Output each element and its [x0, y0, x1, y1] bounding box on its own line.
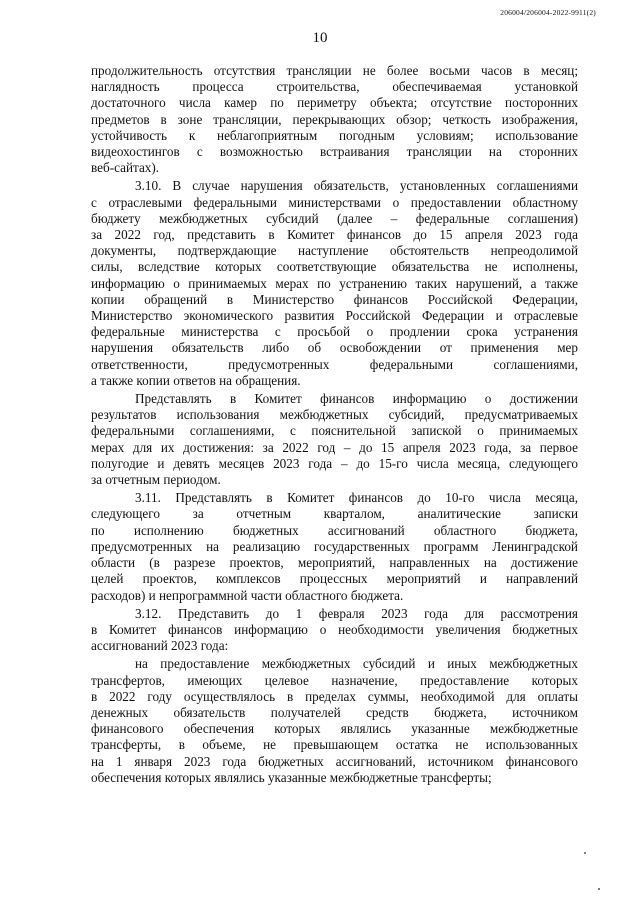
text-line: за отчетным периодом. — [91, 472, 221, 488]
text-line: продолжительность отсутствия трансляции не более восьми часов в месяц; — [91, 63, 578, 78]
text-line: видеохостингов с возможностью встраивания трансляции на сторонних — [91, 144, 578, 160]
text-line: мерах для их достижения: за 2022 год – до 15 апреля 2023 года, за первое — [91, 439, 578, 455]
text-line: целей проектов, комплексов процессных мероприятий и направлений — [91, 571, 578, 587]
text-line: силы, вследствие которых соответствующие обязательства не исполнены, — [91, 259, 578, 275]
text-line: федеральные министерства с просьбой о продлении срока устранения — [91, 324, 578, 340]
text-line: достаточного числа камер по периметру объекта; отсутствие посторонних — [91, 95, 578, 111]
paragraph-3-12-first-line: 3.12. Представить до 1 февраля 2023 года для рассмотрения — [135, 605, 578, 621]
text-line: следующего за отчетным кварталом, аналитические записки — [91, 506, 578, 522]
scan-speck — [584, 852, 586, 854]
text-line: Министерство экономического развития Российской Федерации и отраслевые — [91, 308, 578, 324]
text-line: трансфертов, имеющих целевое назначение, предоставление которых — [91, 672, 578, 688]
text-line: трансферты, в объеме, не превышающем остатка не использованных — [91, 737, 578, 753]
scan-speck — [598, 888, 600, 890]
document-body — [91, 63, 578, 786]
page-number: 10 — [312, 30, 328, 46]
text-line: федеральными соглашениями, с пояснительной запиской о принимаемых — [91, 423, 578, 439]
document-id: 206004/206004-2022-9911(2) — [500, 8, 596, 17]
text-line: в 2022 году осуществлялось в пределах суммы, необходимой для оплаты — [91, 688, 578, 704]
text-line: информацию о принимаемых мерах по устранению таких нарушений, а также — [91, 275, 578, 291]
text-line: документы, подтверждающие наступление обстоятельств непреодолимой — [91, 243, 578, 259]
text-line: расходов) и непрограммной части областного бюджета. — [91, 587, 404, 603]
text-line: области (в разрезе проектов, мероприятий, направленных на достижение — [91, 555, 578, 571]
paragraph-first-line: на предоставление межбюджетных субсидий и иных межбюджетных — [135, 656, 578, 672]
text-line: по исполнению бюджетных ассигнований областного бюджета, — [91, 522, 578, 538]
text-line: наглядность процесса строительства, обеспечиваемая установкой — [91, 79, 578, 95]
paragraph-3-11-first-line: 3.11. Представлять в Комитет финансов до 10-го числа месяца, — [135, 490, 578, 506]
text-line: предусмотренных на реализацию государственных программ Ленинградской — [91, 538, 578, 554]
text-line: результатов использования межбюджетных субсидий, предусматриваемых — [91, 407, 578, 423]
text-line: финансового обеспечения которых являлись указанные межбюджетные — [91, 721, 578, 737]
text-line: за 2022 год, представить в Комитет финансов до 15 апреля 2023 года — [91, 227, 578, 243]
text-line: полугодие и девять месяцев 2023 года – до 15-го числа месяца, следующего — [91, 455, 578, 471]
text-line: ассигнований 2023 года: — [91, 638, 229, 654]
text-line: ответственности, предусмотренных федеральными соглашениями, — [91, 356, 578, 372]
text-line: устойчивость к неблагоприятным погодным условиям; использование — [91, 127, 578, 143]
text-line: обеспечения которых являлись указанные межбюджетные трансферты; — [91, 769, 492, 785]
paragraph-first-line: Представлять в Комитет финансов информацию о достижении — [135, 391, 578, 407]
paragraph-3-10-first-line: 3.10. В случае нарушения обязательств, установленных соглашениями — [135, 178, 578, 194]
text-line: предметов в зоне трансляции, перекрывающих обзор; четкость изображения, — [91, 111, 578, 127]
text-line: на 1 января 2023 года бюджетных ассигнований, источником финансового — [91, 753, 578, 769]
text-line: нарушения обязательств либо об освобождении от применения мер — [91, 340, 578, 356]
text-line: бюджету межбюджетных субсидий (далее – федеральные соглашения) — [91, 210, 578, 226]
text-line: с отраслевыми федеральными министерствами о предоставлении областному — [91, 194, 578, 210]
text-line: веб-сайтах). — [91, 160, 160, 176]
text-line: копии обращений в Министерство финансов Российской Федерации, — [91, 291, 578, 307]
text-line: денежных обязательств получателей средств бюджета, источником — [91, 704, 578, 720]
text-line: а также копии ответов на обращения. — [91, 372, 301, 388]
text-line: в Комитет финансов информацию о необходимости увеличения бюджетных — [91, 621, 578, 637]
